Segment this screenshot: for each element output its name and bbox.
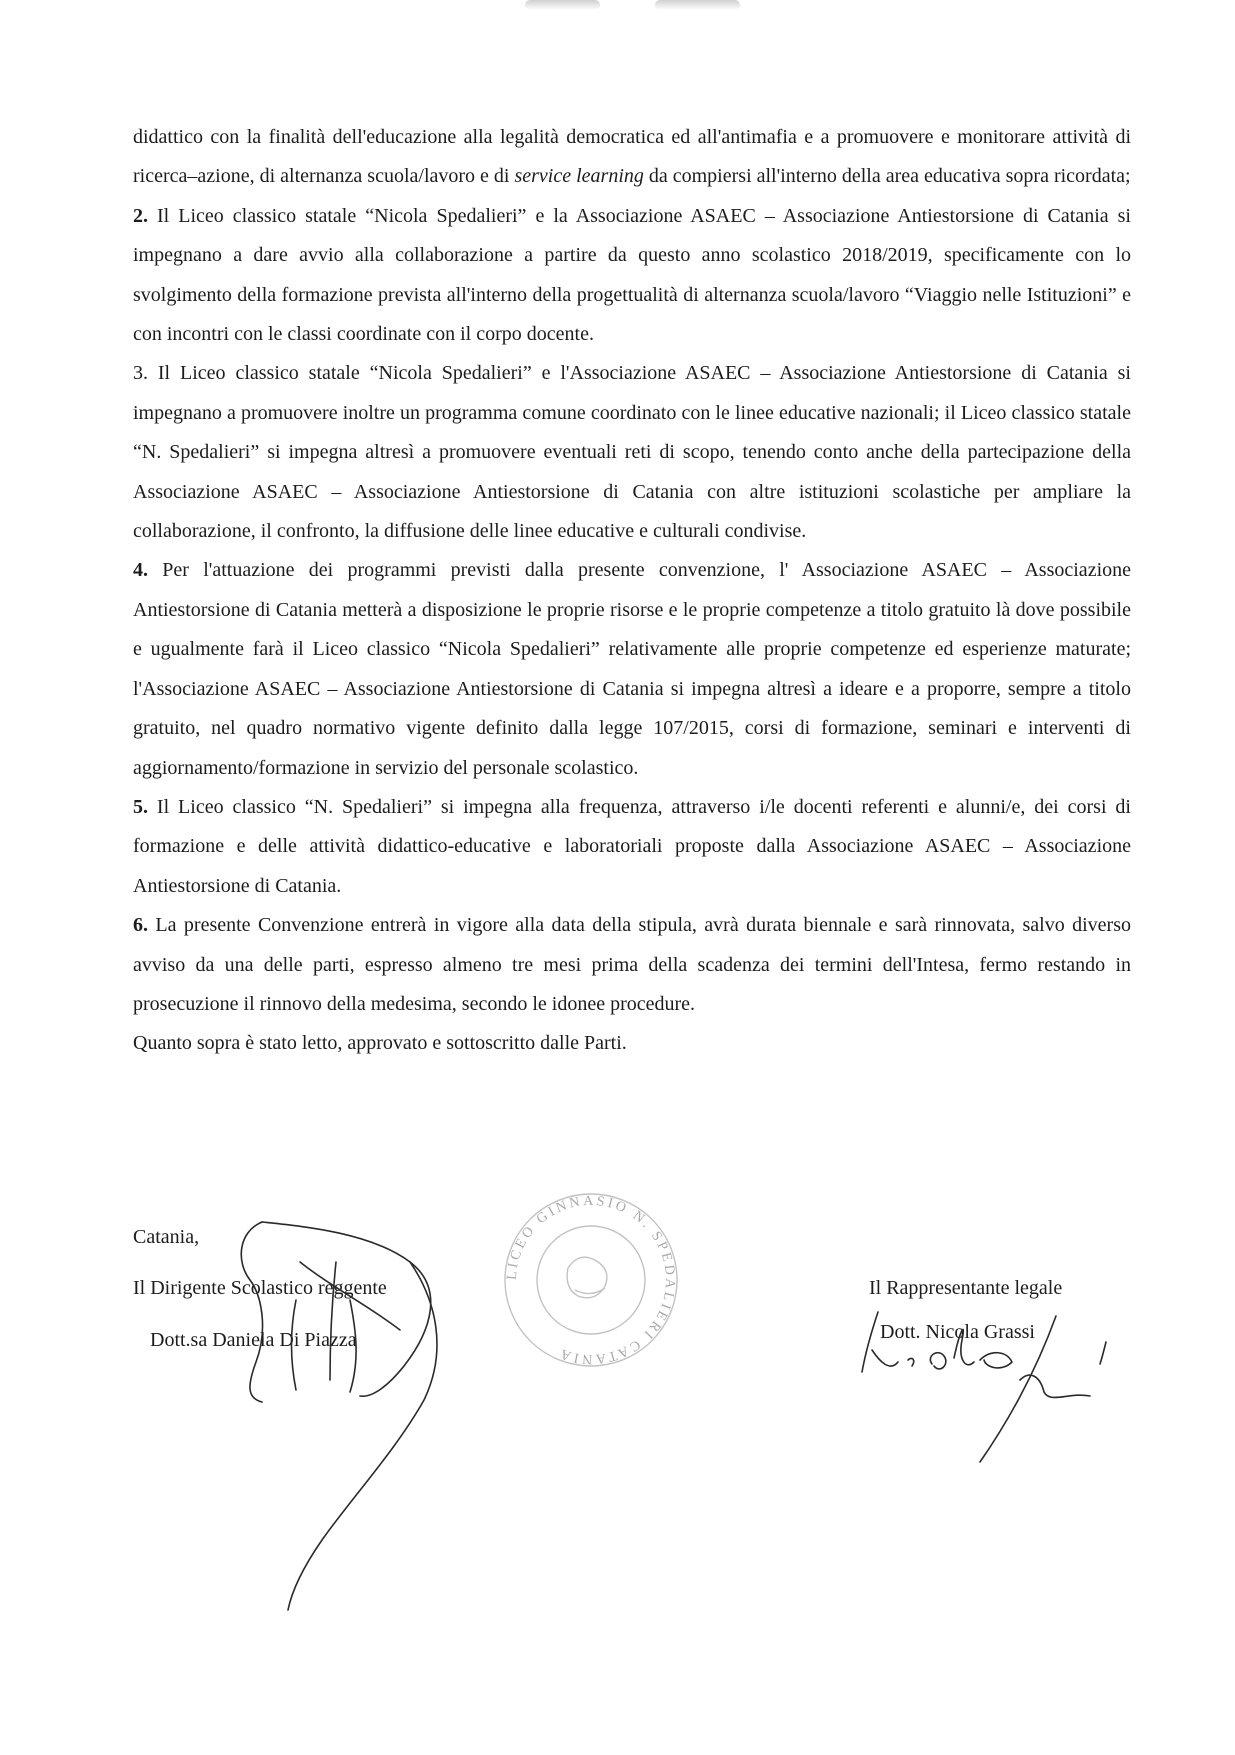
paragraph-number: 5. (133, 795, 148, 818)
paragraph-text: Quanto sopra è stato letto, approvato e sottoscritto dalle Parti. (133, 1032, 627, 1055)
paragraph-text: Per l'attuazione dei programmi previsti dalla presente convenzione, l' Associazione ASAEC – Associazione Antiestorsione di Catania metterà a disposizione le proprie risorse e le proprie competenze a titolo gratuito là dove possibile e ugualmente farà il Liceo classico “Nicola Spedalieri” relativamente alle proprie competenze ed esperienze maturate; l'Associazione ASAEC – Associazione Antiestorsione di Catania si impegna altresì a ideare e a proporre, sempre a titolo gratuito, nel quadro normativo vigente definito dalla legge 107/2015, corsi di formazione, seminari e interventi di aggiornamento/formazione in servizio del personale scolastico. (133, 559, 1131, 779)
paragraph-text: Il Liceo classico statale “Nicola Spedalieri” e la Associazione ASAEC – Associazione Antiestorsione di Catania si impegnano a dare avvio alla collaborazione a partire da questo anno scolastico 2018/2019, specificamente con lo svolgimento della formazione prevista all'interno della progettualità di alternanza scuola/lavoro “Viaggio nelle Istituzioni” e con incontri con le classi coordinate con il corpo docente. (133, 204, 1131, 346)
paragraph (133, 788, 1131, 906)
scan-artifact (525, 0, 600, 10)
rappresentante-name: Dott. Nicola Grassi (880, 1321, 1035, 1343)
paragraph-text: La presente Convenzione entrerà in vigore alla data della stipula, avrà durata biennale e sarà rinnovata, salvo diverso avviso da una delle parti, espresso almeno tre mesi prima della scadenza dei termini dell'Intesa, fermo restando in prosecuzione il rinnovo della medesima, secondo le idonee procedure. (133, 914, 1131, 1015)
scan-artifact (655, 0, 740, 10)
svg-text:LICEO GINNASIO N. SPEDALIERI C (505, 1194, 677, 1366)
paragraph-number: 4. (133, 559, 148, 582)
rappresentante-title: Il Rappresentante legale (869, 1277, 1063, 1299)
paragraph (133, 197, 1131, 355)
stamp-lettering: LICEO GINNASIO N. SPEDALIERI CATANIA (504, 1193, 678, 1367)
school-stamp-seal (505, 1194, 677, 1366)
paragraph (133, 118, 1131, 197)
paragraph-number: 2. (133, 204, 148, 227)
paragraph (133, 1024, 1131, 1063)
signature-place: Catania, (133, 1226, 200, 1248)
paragraph-number: 6. (133, 914, 148, 937)
paragraph (133, 551, 1131, 787)
paragraph (133, 906, 1131, 1024)
paragraph-text: da compiersi all'interno della area educativa sopra ricordata; (643, 165, 1131, 188)
dirigente-name: Dott.sa Daniela Di Piazza (150, 1329, 357, 1351)
paragraph-number: 3. (133, 362, 148, 385)
paragraph (133, 354, 1131, 551)
italic-text: service learning (514, 165, 644, 188)
paragraph-text: Il Liceo classico “N. Spedalieri” si impegna alla frequenza, attraverso i/le docenti referenti e alunni/e, dei corsi di formazione e delle attività didattico-educative e laboratoriali proposte dalla Associazione ASAEC – Associazione Antiestorsione di Catania. (133, 795, 1131, 897)
dirigente-title: Il Dirigente Scolastico reggente (133, 1277, 387, 1299)
paragraph-text: didattico con la finalità dell'educazione alla legalità democratica ed all'antimafia e a promuovere e monitorare attività di ricerca–azione, di alternanza scuola/lavoro e di (133, 126, 1131, 188)
paragraph-text: Il Liceo classico statale “Nicola Spedalieri” e l'Associazione ASAEC – Associazione Antiestorsione di Catania si impegnano a promuovere inoltre un programma comune coordinato con le linee educative nazionali; il Liceo classico statale “N. Spedalieri” si impegna altresì a promuovere eventuali reti di scopo, tenendo conto anche della partecipazione della Associazione ASAEC – Associazione Antiestorsione di Catania con altre istituzioni scolastiche per ampliare la collaborazione, il confronto, la diffusione delle linee educative e culturali condivise. (133, 362, 1131, 543)
document-body (133, 118, 1131, 1064)
